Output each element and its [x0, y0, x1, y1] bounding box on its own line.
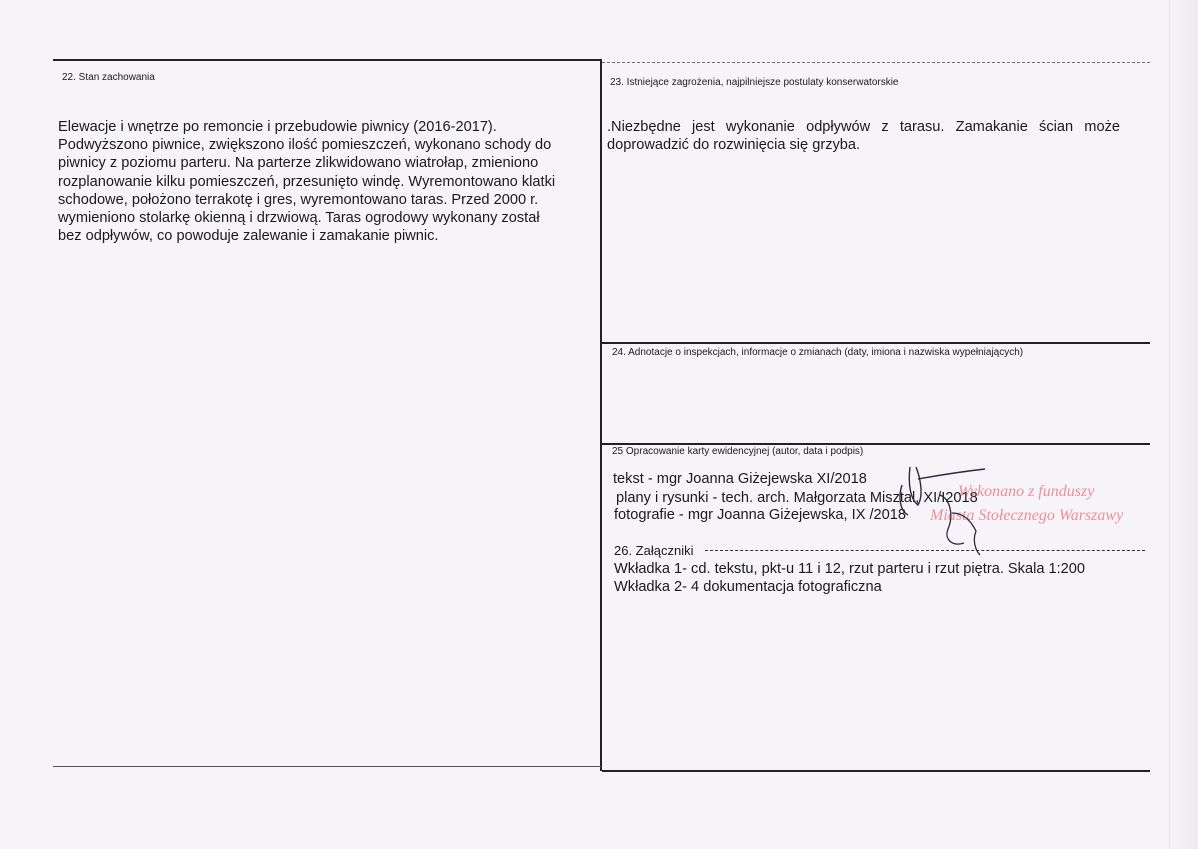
section-24-label: 24. Adnotacje o inspekcjach, informacje o zmianach (daty, imiona i nazwiska wypełniających)	[612, 347, 1024, 358]
section-26-label: 26. Załączniki	[614, 543, 694, 558]
center-divider	[600, 59, 602, 771]
section-23-text: .Niezbędne jest wykonanie odpływów z tarasu. Zamakanie ścian może doprowadzić do rozwinięcia się grzyba.	[607, 119, 1120, 154]
section-22-line: Podwyższono piwnice, zwiększono ilość pomieszczeń, wykonano schody do	[58, 137, 552, 154]
section-22-line: bez odpływów, co powoduje zalewanie i zamakanie piwnic.	[58, 228, 439, 245]
funding-stamp-line: Miasta Stołecznego Warszawy	[930, 507, 1124, 524]
section-25-line: tekst - mgr Joanna Giżejewska XI/2018	[613, 471, 867, 487]
rule-24	[602, 342, 1150, 344]
section-22-line: wymieniono stolarkę okienną i drzwiową. Taras ogrodowy wykonany został	[58, 210, 540, 227]
funding-stamp-line: Wykonano z funduszy	[958, 483, 1095, 500]
section-22-label: 22. Stan zachowania	[62, 72, 155, 83]
bottom-rule-left	[53, 766, 601, 767]
top-rule-right	[602, 62, 1150, 63]
section-26-dash-rule	[705, 550, 1145, 551]
page-edge	[1169, 0, 1198, 849]
section-22-text	[58, 118, 555, 245]
section-22-line: rozplanowanie kilku pomieszczeń, przesunięto windę. Wyremontowano klatki	[58, 173, 556, 190]
section-25-label: 25 Opracowanie karty ewidencyjnej (autor, data i podpis)	[612, 446, 864, 457]
section-26-line: Wkładka 2- 4 dokumentacja fotograficzna	[614, 579, 882, 595]
bottom-rule-right	[602, 770, 1150, 772]
section-26-line: Wkładka 1- cd. tekstu, pkt-u 11 i 12, rzut parteru i rzut piętra. Skala 1:200	[614, 561, 1086, 577]
section-22-line: schodowe, położono terrakotę i gres, wyremontowano taras. Przed 2000 r.	[58, 191, 539, 208]
section-25-line: fotografie - mgr Joanna Giżejewska, IX /2018	[614, 507, 907, 523]
top-rule-left	[53, 59, 602, 61]
section-25-line: plany i rysunki - tech. arch. Małgorzata Misztal, XI/I2018	[616, 490, 978, 506]
section-22-line: Elewacje i wnętrze po remoncie i przebudowie piwnicy (2016-2017).	[58, 119, 497, 135]
rule-25	[602, 443, 1150, 445]
signature-graphic	[880, 455, 1000, 565]
section-22-line: piwnicy z poziomu parteru. Na parterze zlikwidowano wiatrołap, zmieniono	[58, 155, 539, 172]
section-23-label: 23. Istniejące zagrożenia, najpilniejsze postulaty konserwatorskie	[610, 77, 899, 88]
